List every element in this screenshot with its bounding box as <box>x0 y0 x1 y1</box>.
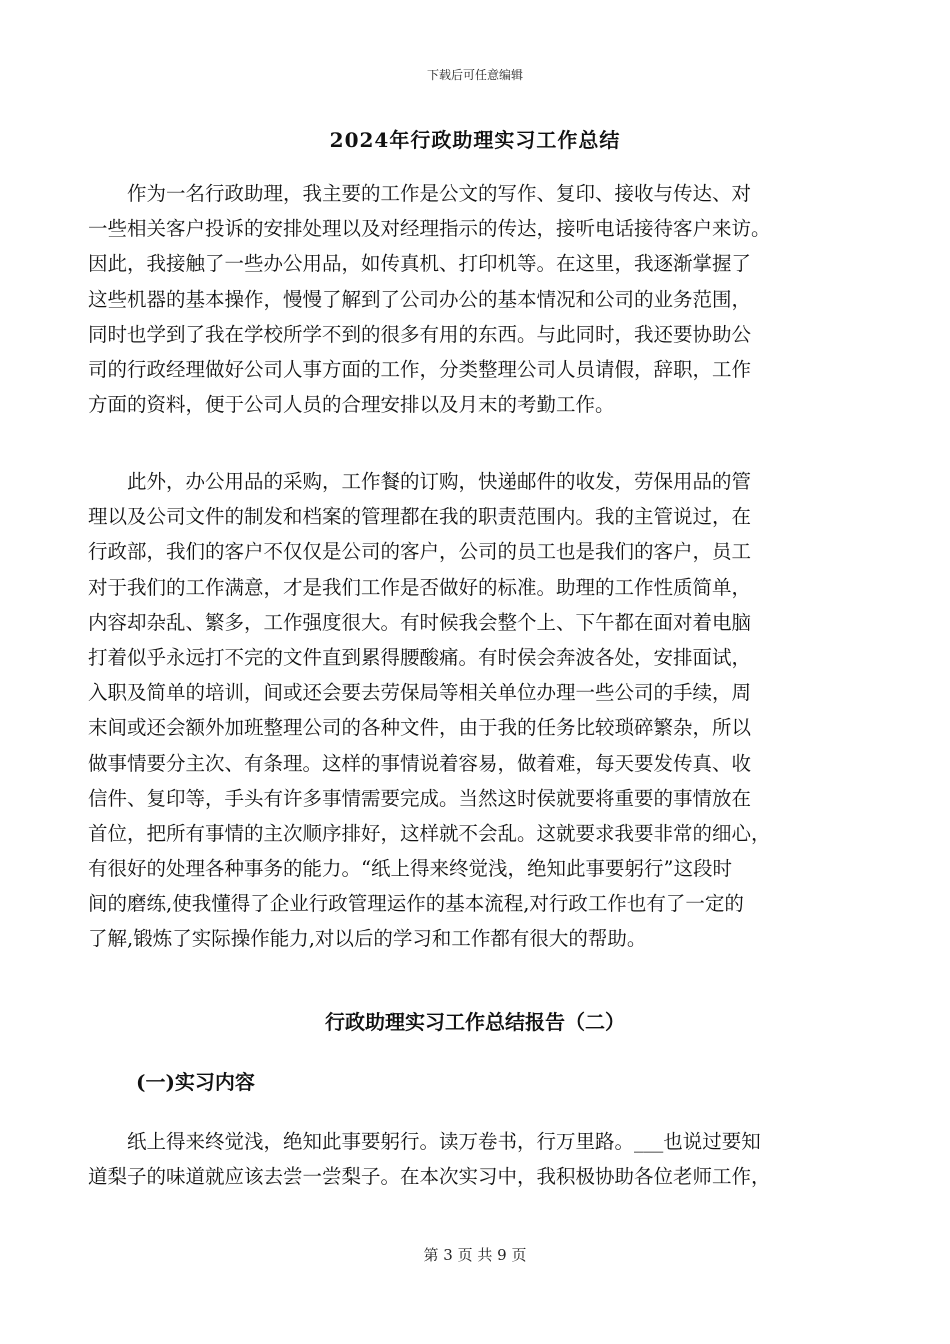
paragraph-line: 对于我们的工作满意，才是我们工作是否做好的标准。助理的工作性质简单， <box>88 575 752 599</box>
paragraph-line: 打着似乎永远打不完的文件直到累得腰酸痛。有时侯会奔波各处，安排面试， <box>88 645 752 669</box>
paragraph-line: 了解,锻炼了实际操作能力,对以后的学习和工作都有很大的帮助。 <box>88 927 647 951</box>
page-header: 下载后可任意编辑 <box>426 68 523 82</box>
paragraph-3 <box>88 1124 858 1194</box>
paragraph-line: 行政部，我们的客户不仅仅是公司的客户，公司的员工也是我们的客户，员工 <box>88 540 752 564</box>
paragraph-line: 入职及简单的培训，间或还会要去劳保局等相关单位办理一些公司的手续，周 <box>88 681 752 705</box>
paragraph-line: 信件、复印等，手头有许多事情需要完成。当然这时侯就要将重要的事情放在 <box>88 786 752 810</box>
paragraph-line: 内容却杂乱、繁多，工作强度很大。有时候我会整个上、下午都在面对着电脑 <box>88 610 752 634</box>
paragraph-line: 司的行政经理做好公司人事方面的工作，分类整理公司人员请假，辞职，工作 <box>88 357 752 381</box>
page-footer: 第 3 页 共 9 页 <box>423 1246 527 1264</box>
paragraph-line: 作为一名行政助理，我主要的工作是公文的写作、复印、接收与传达、对 <box>88 182 752 205</box>
subsection-title: (一)实习内容 <box>136 1070 255 1094</box>
paragraph-line: 这些机器的基本操作，慢慢了解到了公司办公的基本情况和公司的业务范围， <box>88 287 752 311</box>
paragraph-line: 有很好的处理各种事务的能力。“纸上得来终觉浅，绝知此事要躬行”这段时 <box>88 857 732 881</box>
document-title: 2024年行政助理实习工作总结 <box>329 128 621 152</box>
paragraph-line: 理以及公司文件的制发和档案的管理都在我的职责范围内。我的主管说过，在 <box>88 505 752 529</box>
paragraph-line: 首位，把所有事情的主次顺序排好，这样就不会乱。这就要求我要非常的细心， <box>88 821 771 845</box>
paragraph-1 <box>88 176 858 422</box>
paragraph-line: 道梨子的味道就应该去尝一尝梨子。在本次实习中，我积极协助各位老师工作， <box>88 1165 771 1189</box>
paragraph-line: 因此，我接触了一些办公用品，如传真机、打印机等。在这里，我逐渐掌握了 <box>88 252 752 276</box>
paragraph-line: 纸上得来终觉浅，绝知此事要躬行。读万卷书，行万里路。___也说过要知 <box>88 1130 761 1153</box>
paragraph-line: 末间或还会额外加班整理公司的各种文件，由于我的任务比较琐碎繁杂，所以 <box>88 716 752 740</box>
paragraph-line: 此外，办公用品的采购，工作餐的订购，快递邮件的收发，劳保用品的管 <box>88 470 752 493</box>
paragraph-line: 做事情要分主次、有条理。这样的事情说着容易，做着难，每天要发传真、收 <box>88 751 752 775</box>
paragraph-line: 一些相关客户投诉的安排处理以及对经理指示的传达，接听电话接待客户来访。 <box>88 217 771 241</box>
paragraph-line: 方面的资料，便于公司人员的合理安排以及月末的考勤工作。 <box>88 393 615 417</box>
section-title: 行政助理实习工作总结报告（二） <box>325 1010 625 1034</box>
paragraph-line: 间的磨练,使我懂得了企业行政管理运作的基本流程,对行政工作也有了一定的 <box>88 892 744 916</box>
paragraph-2 <box>88 464 858 957</box>
paragraph-line: 同时也学到了我在学校所学不到的很多有用的东西。与此同时，我还要协助公 <box>88 322 752 346</box>
